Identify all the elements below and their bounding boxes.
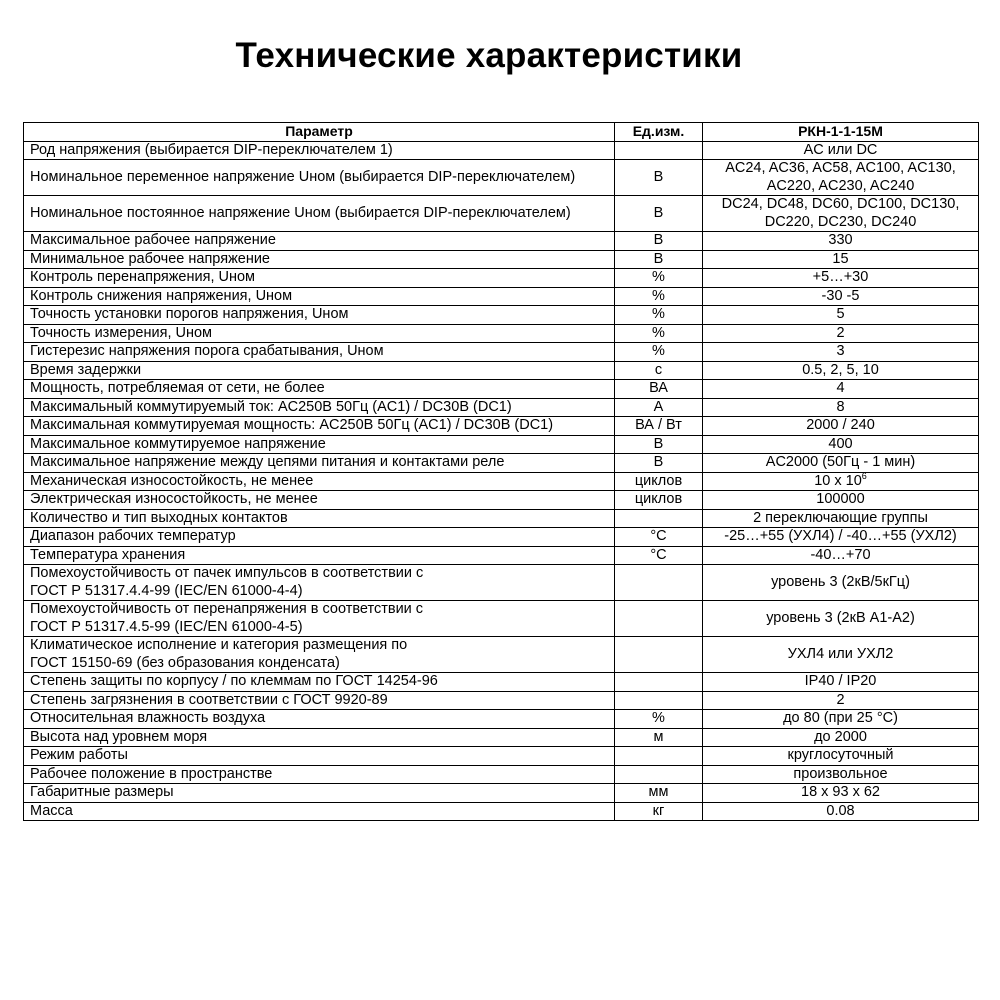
- parameter-cell: [24, 454, 615, 473]
- parameter-text: Степень защиты по корпусу / по клеммам по ГОСТ 14254-96: [30, 673, 438, 689]
- parameter-cell: [24, 343, 615, 362]
- unit-cell: В: [615, 454, 703, 473]
- value-text: уровень 3 (2кВ А1-А2): [766, 609, 915, 626]
- value-cell: [703, 196, 979, 232]
- table-row: [24, 528, 979, 547]
- value-text: 2000 / 240: [806, 417, 875, 433]
- parameter-text: Помехоустойчивость от перенапряжения в соответствии с: [30, 601, 424, 617]
- value-cell: [703, 435, 979, 454]
- parameter-cell: [24, 435, 615, 454]
- header-unit: Ед.изм.: [615, 123, 703, 142]
- parameter-cell: [24, 196, 615, 232]
- table-row: [24, 398, 979, 417]
- unit-cell: мм: [615, 784, 703, 803]
- value-text: -30 -5: [821, 287, 860, 304]
- parameter-text: Климатическое исполнение и категория размещения по: [30, 637, 408, 653]
- value-text: до 80 (при 25 °C): [783, 710, 898, 726]
- parameter-text: Количество и тип выходных контактов: [30, 509, 288, 526]
- parameter-text: ГОСТ Р 51317.4.4-99 (IEC/EN 61000-4-4): [30, 582, 303, 599]
- parameter-text: Минимальное рабочее напряжение: [30, 250, 271, 267]
- parameter-cell: [24, 269, 615, 288]
- table-row: [24, 637, 979, 673]
- parameter-cell: [24, 417, 615, 436]
- table-row: [24, 160, 979, 196]
- parameter-cell: [24, 380, 615, 399]
- parameter-cell: [24, 491, 615, 510]
- parameter-cell: [24, 601, 615, 637]
- table-row: [24, 565, 979, 601]
- parameter-cell: [24, 728, 615, 747]
- value-text: 2: [836, 324, 845, 341]
- value-cell: [703, 361, 979, 380]
- value-text: 2 переключающие группы: [753, 509, 928, 526]
- parameter-cell: [24, 472, 615, 491]
- parameter-text: Максимальное коммутируемое напряжение: [30, 435, 326, 452]
- value-cell: [703, 765, 979, 784]
- parameter-text: Максимальная коммутируемая мощность: AC250В 50Гц (AC1) / DC30В (DC1): [30, 417, 554, 433]
- parameter-text: Точность измерения, Uном: [30, 324, 213, 341]
- parameter-cell: [24, 546, 615, 565]
- parameter-text: Род напряжения (выбирается DIP-переключателем 1): [30, 141, 393, 158]
- parameter-text: Электрическая износостойкость, не менее: [30, 491, 318, 507]
- value-text: 2: [836, 691, 845, 708]
- unit-cell: %: [615, 324, 703, 343]
- unit-cell: [615, 765, 703, 784]
- table-row: [24, 673, 979, 692]
- unit-cell: с: [615, 361, 703, 380]
- parameter-cell: [24, 398, 615, 417]
- unit-cell: %: [615, 343, 703, 362]
- table-row: [24, 472, 979, 491]
- value-text: AC24, AC36, AC58, AC100, AC130,: [725, 160, 956, 176]
- value-cell: [703, 306, 979, 325]
- unit-cell: ВА / Вт: [615, 417, 703, 436]
- table-row: [24, 691, 979, 710]
- table-row: [24, 784, 979, 803]
- table-row: [24, 417, 979, 436]
- unit-cell: [615, 601, 703, 637]
- parameter-text: Помехоустойчивость от пачек импульсов в соответствии с: [30, 565, 424, 581]
- value-cell: [703, 802, 979, 821]
- table-row: [24, 361, 979, 380]
- parameter-text: Номинальное постоянное напряжение Uном (выбирается DIP-переключателем): [30, 204, 571, 221]
- table-row: [24, 141, 979, 160]
- value-text: УХЛ4 или УХЛ2: [787, 645, 894, 662]
- unit-cell: В: [615, 232, 703, 251]
- table-row: [24, 491, 979, 510]
- value-cell: [703, 784, 979, 803]
- table-row: [24, 710, 979, 729]
- parameter-text: Рабочее положение в пространстве: [30, 765, 273, 782]
- unit-cell: °C: [615, 528, 703, 547]
- unit-cell: [615, 691, 703, 710]
- header-value: РКН-1-1-15М: [703, 123, 979, 142]
- parameter-text: Масса: [30, 802, 73, 819]
- value-text: 18 x 93 x 62: [801, 784, 880, 800]
- table-row: [24, 728, 979, 747]
- parameter-cell: [24, 160, 615, 196]
- parameter-text: Контроль снижения напряжения, Uном: [30, 287, 293, 304]
- parameter-text: Механическая износостойкость, не менее: [30, 472, 314, 489]
- value-cell: [703, 673, 979, 692]
- value-text: до 2000: [814, 728, 867, 745]
- value-cell: [703, 324, 979, 343]
- table-row: [24, 454, 979, 473]
- value-cell: [703, 417, 979, 436]
- value-text: -40…+70: [810, 546, 871, 563]
- parameter-cell: [24, 250, 615, 269]
- value-cell: [703, 728, 979, 747]
- table-row: [24, 435, 979, 454]
- table-row: [24, 802, 979, 821]
- table-row: [24, 287, 979, 306]
- parameter-cell: [24, 141, 615, 160]
- parameter-text: ГОСТ 15150-69 (без образования конденсата): [30, 654, 340, 671]
- table-row: [24, 546, 979, 565]
- parameter-cell: [24, 802, 615, 821]
- parameter-cell: [24, 747, 615, 766]
- parameter-cell: [24, 765, 615, 784]
- value-text: 8: [836, 398, 845, 415]
- table-row: [24, 269, 979, 288]
- value-text: AC220, AC230, AC240: [766, 177, 915, 194]
- value-text: 10 x 10: [814, 472, 862, 489]
- value-cell: [703, 343, 979, 362]
- specs-table: [23, 122, 979, 821]
- table-row: [24, 765, 979, 784]
- value-text: произвольное: [793, 765, 888, 782]
- parameter-text: Мощность, потребляемая от сети, не более: [30, 380, 325, 396]
- parameter-text: Гистерезис напряжения порога срабатывания, Uном: [30, 343, 384, 359]
- table-row: [24, 601, 979, 637]
- value-text: 0.5, 2, 5, 10: [802, 361, 879, 378]
- value-cell: [703, 637, 979, 673]
- parameter-text: Контроль перенапряжения, Uном: [30, 269, 256, 285]
- parameter-text: Точность установки порогов напряжения, Uном: [30, 306, 349, 322]
- value-text: 400: [828, 435, 853, 452]
- unit-cell: кг: [615, 802, 703, 821]
- table-row: [24, 747, 979, 766]
- parameter-text: Диапазон рабочих температур: [30, 528, 236, 544]
- page-title: Технические характеристики: [235, 36, 743, 75]
- value-text: 0.08: [826, 802, 855, 819]
- parameter-text: Режим работы: [30, 747, 128, 763]
- value-cell: [703, 380, 979, 399]
- value-cell: [703, 601, 979, 637]
- unit-cell: [615, 673, 703, 692]
- value-cell: [703, 269, 979, 288]
- parameter-text: Номинальное переменное напряжение Uном (выбирается DIP-переключателем): [30, 168, 576, 185]
- value-text: AC2000 (50Гц - 1 мин): [765, 454, 916, 470]
- value-cell: [703, 509, 979, 528]
- parameter-cell: [24, 637, 615, 673]
- table-row: [24, 509, 979, 528]
- unit-cell: ВА: [615, 380, 703, 399]
- unit-cell: [615, 637, 703, 673]
- value-text: 5: [836, 306, 845, 322]
- value-cell: [703, 141, 979, 160]
- parameter-text: ГОСТ Р 51317.4.5-99 (IEC/EN 61000-4-5): [30, 618, 303, 635]
- parameter-text: Высота над уровнем моря: [30, 728, 208, 745]
- parameter-text: Габаритные размеры: [30, 784, 174, 800]
- table-header-row: [24, 123, 979, 142]
- parameter-text: Максимальное напряжение между цепями питания и контактами реле: [30, 454, 505, 470]
- parameter-cell: [24, 287, 615, 306]
- unit-cell: м: [615, 728, 703, 747]
- parameter-cell: [24, 784, 615, 803]
- value-text: -25…+55 (УХЛ4) / -40…+55 (УХЛ2): [724, 528, 957, 544]
- value-cell: [703, 287, 979, 306]
- value-text: DC24, DC48, DC60, DC100, DC130,: [721, 196, 960, 212]
- unit-cell: %: [615, 306, 703, 325]
- value-text: DC220, DC230, DC240: [764, 213, 917, 230]
- parameter-text: Относительная влажность воздуха: [30, 710, 266, 726]
- unit-cell: В: [615, 196, 703, 232]
- value-cell: [703, 747, 979, 766]
- value-cell: [703, 454, 979, 473]
- table-row: [24, 250, 979, 269]
- value-text: 4: [836, 380, 845, 396]
- header-parameter: Параметр: [24, 123, 615, 142]
- parameter-text: Время задержки: [30, 361, 142, 378]
- table-row: [24, 324, 979, 343]
- parameter-text: Максимальный коммутируемый ток: AC250В 50Гц (AC1) / DC30В (DC1): [30, 398, 512, 415]
- parameter-cell: [24, 565, 615, 601]
- parameter-text: Максимальное рабочее напряжение: [30, 232, 276, 248]
- value-text: круглосуточный: [787, 747, 894, 763]
- value-cell: [703, 565, 979, 601]
- value-text: 3: [836, 343, 845, 359]
- table-row: [24, 343, 979, 362]
- unit-cell: А: [615, 398, 703, 417]
- value-cell: [703, 491, 979, 510]
- value-cell: [703, 398, 979, 417]
- table-row: [24, 380, 979, 399]
- value-exponent: 6: [861, 470, 867, 481]
- value-cell: [703, 546, 979, 565]
- value-cell: [703, 250, 979, 269]
- value-text: AC или DC: [803, 141, 878, 158]
- parameter-cell: [24, 710, 615, 729]
- table-row: [24, 232, 979, 251]
- value-text: 330: [828, 232, 853, 248]
- value-text: +5…+30: [812, 269, 869, 285]
- parameter-cell: [24, 673, 615, 692]
- unit-cell: В: [615, 435, 703, 454]
- unit-cell: [615, 509, 703, 528]
- unit-cell: °C: [615, 546, 703, 565]
- unit-cell: %: [615, 710, 703, 729]
- value-cell: [703, 710, 979, 729]
- value-cell: [703, 232, 979, 251]
- unit-cell: циклов: [615, 491, 703, 510]
- parameter-text: Степень загрязнения в соответствии с ГОСТ 9920-89: [30, 691, 388, 708]
- parameter-cell: [24, 509, 615, 528]
- value-cell: [703, 472, 979, 491]
- value-text: 15: [832, 250, 849, 267]
- unit-cell: [615, 565, 703, 601]
- value-cell: [703, 160, 979, 196]
- unit-cell: [615, 141, 703, 160]
- parameter-cell: [24, 691, 615, 710]
- parameter-cell: [24, 324, 615, 343]
- unit-cell: %: [615, 269, 703, 288]
- parameter-cell: [24, 232, 615, 251]
- parameter-text: Температура хранения: [30, 546, 186, 563]
- value-cell: [703, 528, 979, 547]
- value-text: IP40 / IP20: [804, 673, 877, 689]
- unit-cell: В: [615, 160, 703, 196]
- value-text: 100000: [816, 491, 865, 507]
- unit-cell: циклов: [615, 472, 703, 491]
- parameter-cell: [24, 528, 615, 547]
- parameter-cell: [24, 361, 615, 380]
- value-text: уровень 3 (2кВ/5кГц): [771, 573, 910, 590]
- unit-cell: %: [615, 287, 703, 306]
- table-row: [24, 306, 979, 325]
- table-row: [24, 196, 979, 232]
- value-cell: [703, 691, 979, 710]
- unit-cell: В: [615, 250, 703, 269]
- parameter-cell: [24, 306, 615, 325]
- unit-cell: [615, 747, 703, 766]
